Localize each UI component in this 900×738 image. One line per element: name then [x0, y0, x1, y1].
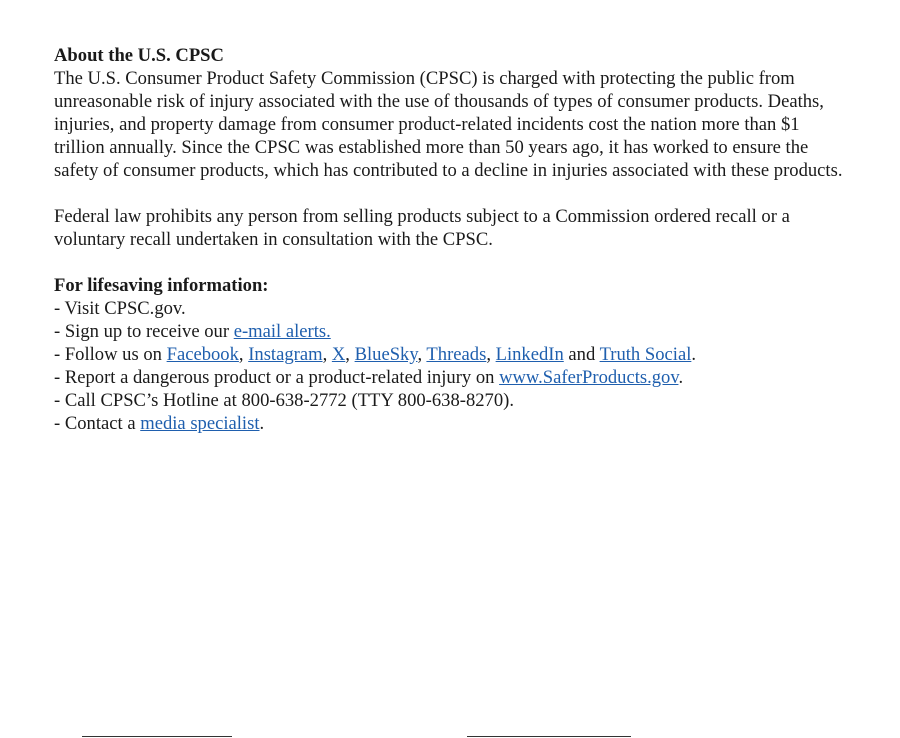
document-body — [54, 44, 854, 435]
about-paragraph: The U.S. Consumer Product Safety Commission (CPSC) is charged with protecting the public from unreasonable risk of injury associated with the use of thousands of types of consumer products. Deaths, injuries, and property damage from consumer product-related incidents cost the nation more than $1 trillion annually. Since the CPSC was established more than 50 years ago, it has worked to ensure the safety of consumer products, which has contributed to a decline in injuries associated with these products. — [54, 68, 843, 181]
period: . — [259, 413, 265, 434]
separator: , — [322, 344, 332, 365]
recall-law-paragraph: Federal law prohibits any person from selling products subject to a Commission ordered recall or a voluntary recall undertaken in consultation with the CPSC. — [54, 206, 790, 250]
list-item-signup — [54, 320, 854, 343]
contact-text: - Contact a — [54, 413, 141, 434]
bluesky-link[interactable]: BlueSky — [354, 344, 418, 365]
signup-text: - Sign up to receive our — [54, 321, 234, 342]
period: . — [691, 344, 697, 365]
separator: , — [238, 344, 249, 365]
paragraph-gap — [54, 182, 854, 205]
list-item-follow — [54, 343, 854, 366]
and-text: and — [563, 344, 600, 365]
period: . — [678, 367, 684, 388]
list-item-visit: - Visit CPSC.gov. — [54, 298, 186, 319]
separator: , — [417, 344, 427, 365]
instagram-link[interactable]: Instagram — [248, 344, 323, 365]
media-specialist-link[interactable]: media specialist — [140, 413, 260, 434]
linkedin-link[interactable]: LinkedIn — [495, 344, 564, 365]
follow-text: - Follow us on — [54, 344, 167, 365]
list-item-report — [54, 366, 854, 389]
report-text: - Report a dangerous product or a product-related injury on — [54, 367, 500, 388]
signature-line-right — [467, 736, 631, 737]
lifesaving-heading: For lifesaving information: — [54, 275, 269, 296]
separator: , — [486, 344, 496, 365]
lifesaving-list — [54, 297, 854, 435]
separator: , — [345, 344, 355, 365]
list-item-hotline: - Call CPSC’s Hotline at 800-638-2772 (TTY 800-638-8270). — [54, 390, 514, 411]
saferproducts-link[interactable]: www.SaferProducts.gov — [499, 367, 679, 388]
paragraph-gap — [54, 251, 854, 274]
signature-line-left — [82, 736, 232, 737]
facebook-link[interactable]: Facebook — [166, 344, 239, 365]
threads-link[interactable]: Threads — [426, 344, 487, 365]
x-link[interactable]: X — [331, 344, 346, 365]
list-item-contact — [54, 412, 854, 435]
about-heading: About the U.S. CPSC — [54, 45, 224, 66]
truth-social-link[interactable]: Truth Social — [599, 344, 692, 365]
email-alerts-link[interactable]: e-mail alerts. — [233, 321, 331, 342]
